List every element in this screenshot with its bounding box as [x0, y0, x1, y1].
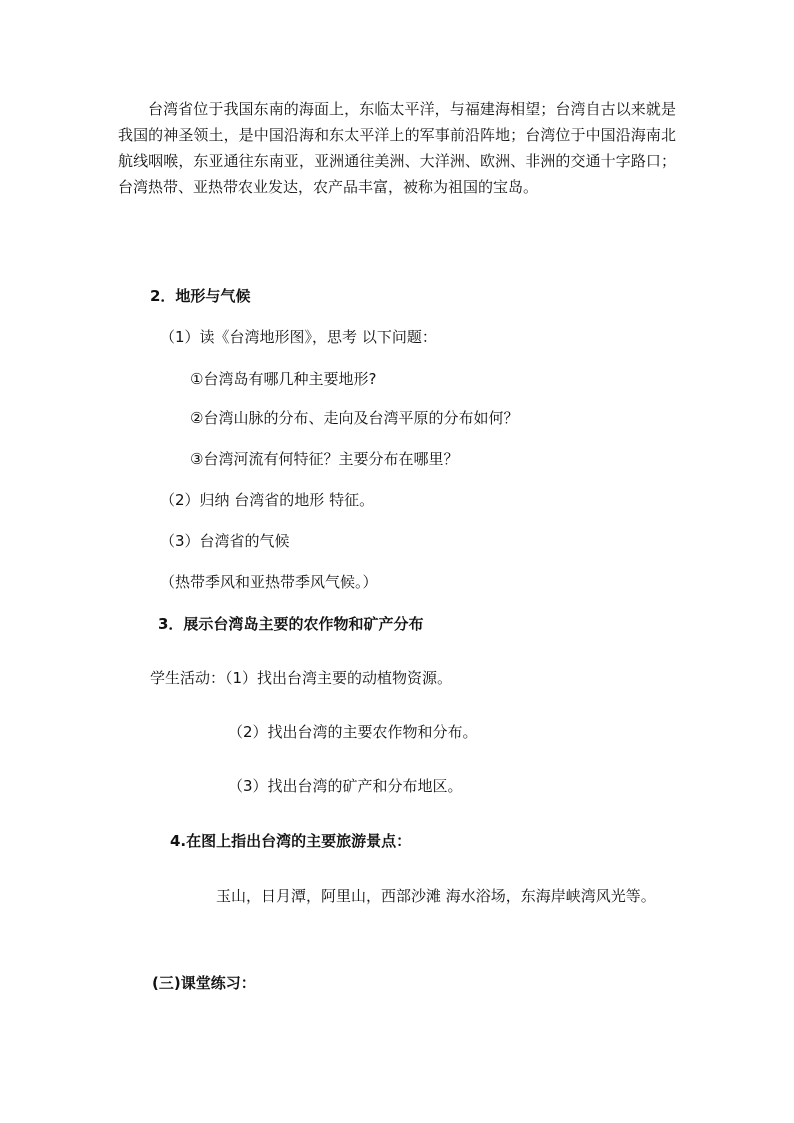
question-1: ①台湾岛有哪几种主要地形?	[190, 370, 377, 388]
section-2-item-2: （2）归纳 台湾省的地形 特征。	[160, 491, 375, 509]
section-2-heading: 2．地形与气候	[150, 287, 251, 305]
section-5-heading: (三)课堂练习：	[152, 974, 256, 992]
climate-note: （热带季风和亚热带季风气候。）	[160, 573, 378, 591]
section-2-item-3: （3）台湾省的气候	[160, 532, 290, 550]
section-3-heading: 3．展示台湾岛主要的农作物和矿产分布	[158, 615, 424, 633]
student-activity: 学生活动：（1）找出台湾主要的动植物资源。	[150, 669, 453, 687]
activity-item-3: （3）找出台湾的矿产和分布地区。	[228, 777, 463, 795]
intro-paragraph: 台湾省位于我国东南的海面上，东临太平洋，与福建海相望；台湾自古以来就是我国的神圣领土，是中国沿海和东太平洋上的军事前沿阵地；台湾位于中国沿海南北航线咽喉，东亚通往东南亚，亚洲通往美洲、大洋洲、欧洲、非洲的交通十字路口；台湾热带、亚热带农业发达，农产品丰富，被称为祖国的宝岛。	[118, 100, 676, 196]
tourist-spots: 玉山，日月潭，阿里山，西部沙滩 海水浴场，东海岸峡湾风光等。	[216, 887, 656, 905]
section-4-heading: 4.在图上指出台湾的主要旅游景点：	[170, 832, 412, 850]
question-3: ③台湾河流有何特征？主要分布在哪里？	[190, 450, 459, 468]
question-2: ②台湾山脉的分布、走向及台湾平原的分布如何？	[190, 409, 519, 427]
activity-item-2: （2）找出台湾的主要农作物和分布。	[228, 723, 478, 741]
section-2-item-1: （1）读《台湾地形图》，思考 以下问题：	[160, 328, 437, 346]
